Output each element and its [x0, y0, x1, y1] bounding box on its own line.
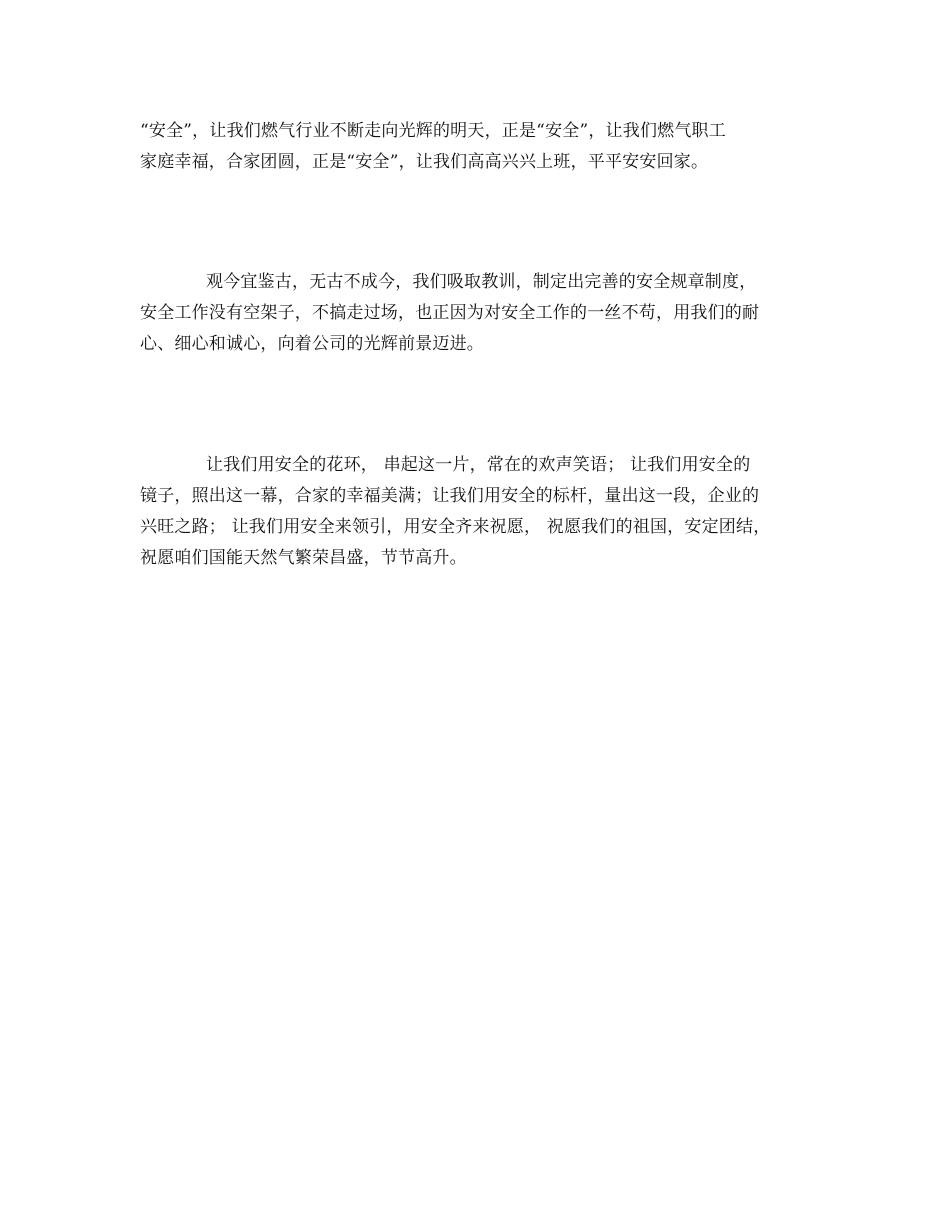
- paragraph-1: [140, 116, 830, 178]
- text-line: 心、细心和诚心，向着公司的光辉前景迈进。: [140, 334, 484, 354]
- text-line: “安全”，让我们燃气行业不断走向光辉的明天，正是“安全”，让我们燃气职工: [140, 121, 726, 141]
- text-line: 让我们用安全的花环， 串起这一片，常在的欢声笑语； 让我们用安全的: [206, 455, 751, 475]
- paragraph-gap: [140, 178, 830, 238]
- paragraph-gap: [140, 360, 830, 420]
- text-line: 祝愿咱们国能天然气繁荣昌盛，节节高升。: [140, 548, 467, 568]
- paragraph-3: [140, 450, 830, 574]
- document-body: [140, 116, 830, 574]
- text-line: 观今宜鉴古，无古不成今，我们吸取教训，制定出完善的安全规章制度，: [206, 272, 757, 292]
- text-line: 安全工作没有空架子，不搞走过场，也正因为对安全工作的一丝不苟，用我们的耐: [140, 303, 760, 323]
- text-line: 镜子，照出这一幕，合家的幸福美满；让我们用安全的标杆，量出这一段，企业的: [140, 486, 760, 506]
- text-line: 兴旺之路； 让我们用安全来领引，用安全齐来祝愿， 祝愿我们的祖国，安定团结，: [140, 517, 771, 537]
- text-line: 家庭幸福，合家团圆，正是“安全”，让我们高高兴兴上班，平平安安回家。: [140, 152, 709, 172]
- paragraph-2: [140, 267, 830, 360]
